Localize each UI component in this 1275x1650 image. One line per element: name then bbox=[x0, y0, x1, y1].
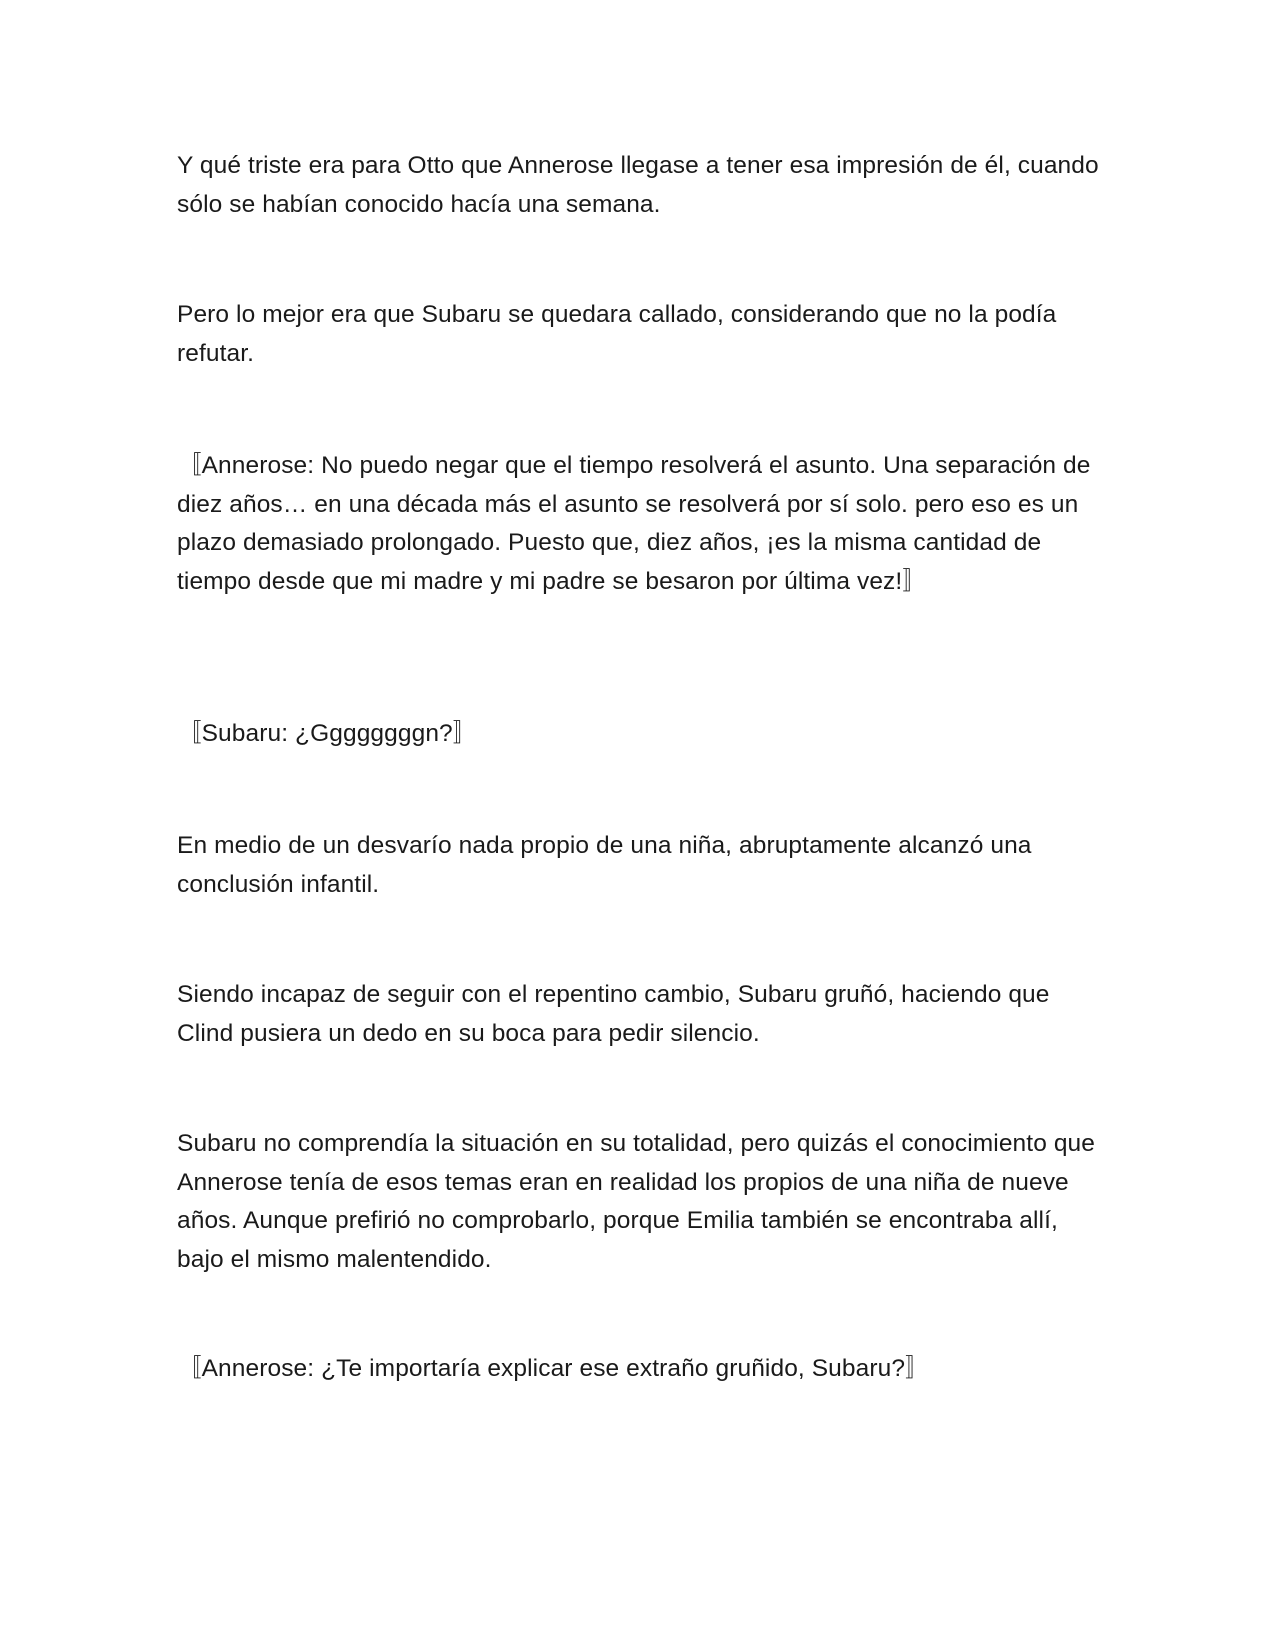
paragraph-narration: Y qué triste era para Otto que Annerose llegase a tener esa impresión de él, cuando sólo se habían conocido hacía una semana. bbox=[177, 152, 1099, 218]
paragraph-narration: Pero lo mejor era que Subaru se quedara callado, considerando que no la podía refutar. bbox=[177, 301, 1057, 367]
paragraph-dialogue-annerose: 〚Annerose: ¿Te importaría explicar ese extraño gruñido, Subaru?〛 bbox=[177, 1355, 930, 1382]
paragraph-narration: Siendo incapaz de seguir con el repentino cambio, Subaru gruñó, haciendo que Clind pusiera un dedo en su boca para pedir silencio. bbox=[177, 981, 1050, 1047]
paragraph-dialogue-annerose: 〚Annerose: No puedo negar que el tiempo resolverá el asunto. Una separación de diez años… en una década más el asunto se resolverá por sí solo. pero eso es un plazo demasiado prolongado. Puesto que, diez años, ¡es la misma cantidad de tiempo desde que mi madre y mi padre se besaron por última vez!〛 bbox=[177, 452, 1091, 595]
paragraph-narration: Subaru no comprendía la situación en su totalidad, pero quizás el conocimiento que Annerose tenía de esos temas eran en realidad los propios de una niña de nueve años. Aunque prefirió no comprobarlo, porque Emilia también se encontraba allí, bajo el mismo malentendido. bbox=[177, 1130, 1096, 1273]
paragraph-narration: En medio de un desvarío nada propio de una niña, abruptamente alcanzó una conclusión infantil. bbox=[177, 832, 1032, 898]
paragraph-dialogue-subaru: 〚Subaru: ¿Ggggggggn?〛 bbox=[177, 720, 478, 747]
